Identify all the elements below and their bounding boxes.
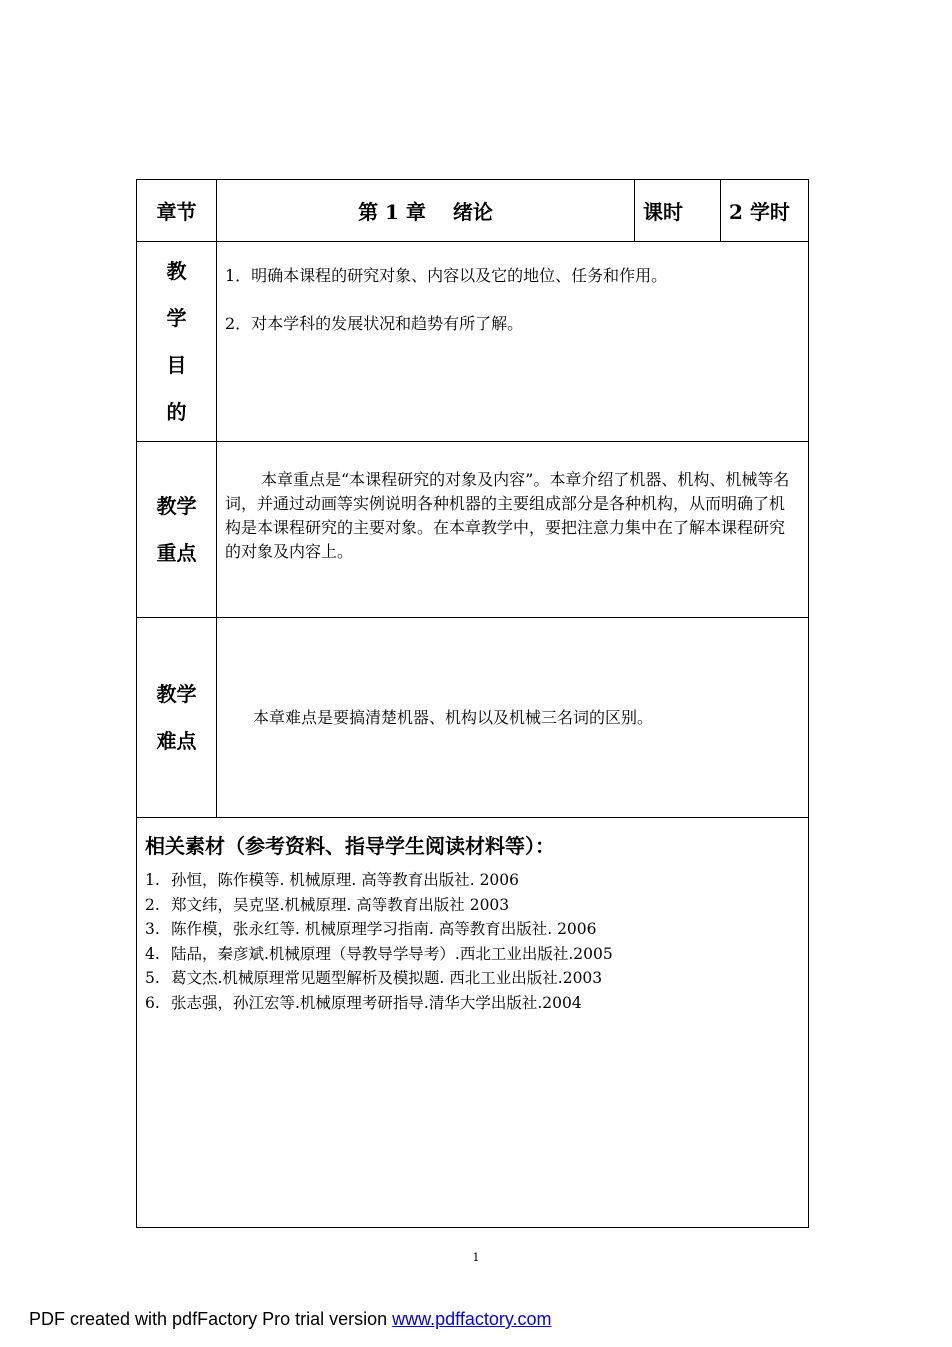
reference-number: 3. xyxy=(145,920,160,938)
difficulties-row xyxy=(137,618,809,818)
key-points-label-line: 重点 xyxy=(156,540,197,565)
references-title: 相关素材（参考资料、指导学生阅读材料等）： xyxy=(145,834,555,858)
reference-item xyxy=(145,991,800,1016)
reference-text: 陈作模，张永红等. 机械原理学习指南. 高等教育出版社. 2006 xyxy=(171,920,597,938)
objective-item: 2．对本学科的发展状况和趋势有所了解。 xyxy=(225,314,524,333)
difficulties-label-line: 教学 xyxy=(156,681,197,706)
key-points-label-line: 教学 xyxy=(156,493,197,518)
reference-item xyxy=(145,917,800,942)
objectives-content xyxy=(217,242,809,442)
footer-text: PDF created with pdfFactory Pro trial version xyxy=(29,1309,393,1329)
page-number: 1 xyxy=(472,1251,480,1264)
reference-number: 2. xyxy=(145,895,160,914)
reference-number: 6. xyxy=(145,993,160,1012)
reference-number: 4. xyxy=(145,944,160,963)
reference-item xyxy=(145,893,800,918)
objectives-label-char: 的 xyxy=(166,399,187,424)
reference-item xyxy=(145,868,800,893)
objectives-label-char: 教 xyxy=(166,258,187,283)
reference-text: 张志强，孙江宏等.机械原理考研指导.清华大学出版社.2004 xyxy=(171,993,582,1012)
hours-label: 课时 xyxy=(635,180,721,242)
reference-text: 葛文杰.机械原理常见题型解析及模拟题. 西北工业出版社.2003 xyxy=(171,969,603,987)
reference-text: 郑文纬，吴克坚.机械原理. 高等教育出版社 2003 xyxy=(171,895,510,914)
difficulties-text: 本章难点是要搞清楚机器、机构以及机械三名词的区别。 xyxy=(217,618,809,818)
references-row xyxy=(137,818,809,1228)
reference-item xyxy=(145,966,800,991)
objectives-label-char: 目 xyxy=(166,352,187,377)
objectives-label xyxy=(137,242,217,442)
chapter-label: 章节 xyxy=(137,180,217,242)
header-row xyxy=(137,180,809,242)
reference-number: 1. xyxy=(145,871,160,889)
difficulties-label xyxy=(137,618,217,818)
references-list xyxy=(145,868,800,1015)
key-points-label xyxy=(137,442,217,618)
chapter-title: 第 1 章 绪论 xyxy=(217,180,635,242)
hours-value: 2 学时 xyxy=(721,180,809,242)
key-points-text: 本章重点是“本课程研究的对象及内容”。本章介绍了机器、机构、机械等名词，并通过动画等实例说明各种机器的主要组成部分是各种机构，从而明确了机构是本课程研究的主要对象。在本章教学中，要把注意力集中在了解本课程研究的对象及内容上。 xyxy=(217,442,809,618)
objective-item: 1．明确本课程的研究对象、内容以及它的地位、任务和作用。 xyxy=(225,266,668,285)
difficulties-label-line: 难点 xyxy=(156,728,197,753)
lesson-plan-table xyxy=(136,179,809,1228)
reference-text: 陆品，秦彦斌.机械原理（导教导学导考）.西北工业出版社.2005 xyxy=(171,944,613,963)
references-content xyxy=(137,818,809,1228)
objectives-row xyxy=(137,242,809,442)
key-points-row xyxy=(137,442,809,618)
reference-number: 5. xyxy=(145,969,160,987)
reference-item xyxy=(145,942,800,967)
reference-text: 孙恒，陈作模等. 机械原理. 高等教育出版社. 2006 xyxy=(171,871,520,889)
footer-link[interactable]: www.pdffactory.com xyxy=(392,1309,552,1329)
pdf-footer xyxy=(29,1309,552,1330)
objectives-label-char: 学 xyxy=(166,305,187,330)
